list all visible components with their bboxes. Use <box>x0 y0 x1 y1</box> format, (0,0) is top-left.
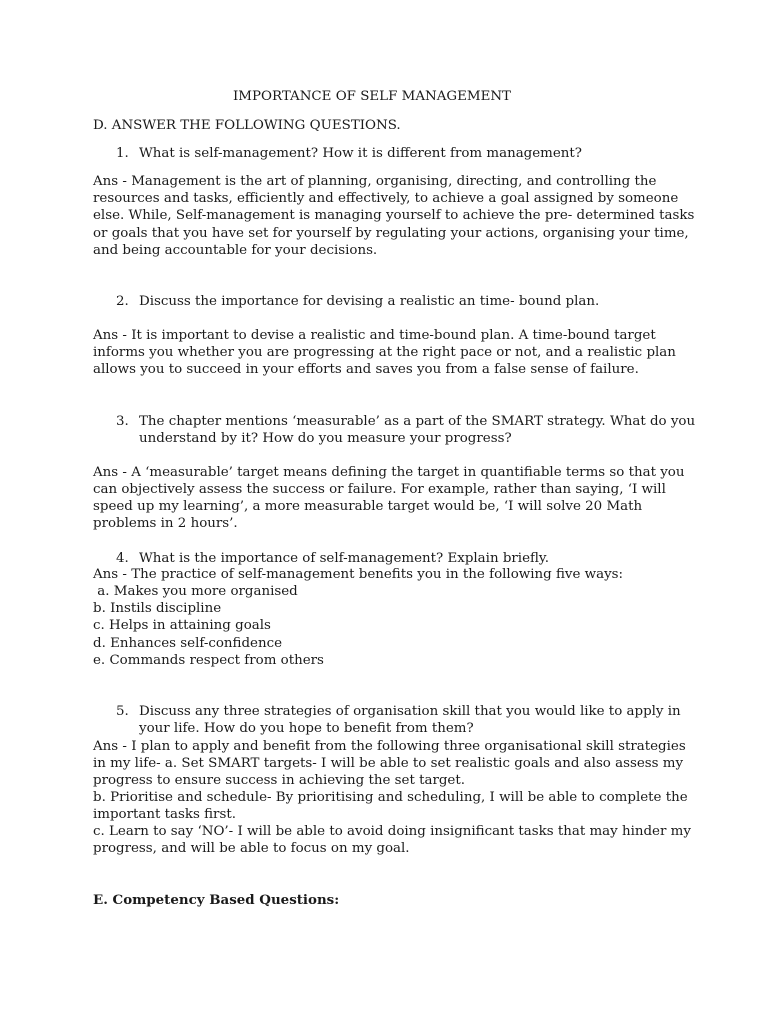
answer-4-item: c. Helps in attaining goals <box>93 618 271 633</box>
answer-1-line: Ans - Management is the art of planning, organising, directing, and controlling the <box>93 174 657 189</box>
answer-4-item: a. Makes you more organised <box>93 584 298 599</box>
answer-5-line: progress, and will be able to focus on my goal. <box>93 841 410 856</box>
answer-5-line: c. Learn to say ‘NO’- I will be able to avoid doing insignificant tasks that may hinder my <box>93 824 691 839</box>
section-e-heading: E. Competency Based Questions: <box>93 892 340 908</box>
section-d-heading: D. ANSWER THE FOLLOWING QUESTIONS. <box>93 118 401 133</box>
question-3-text: understand by it? How do you measure your progress? <box>139 431 512 446</box>
question-1-text: What is self-management? How it is different from management? <box>139 146 582 161</box>
answer-4-line: Ans - The practice of self-management benefits you in the following five ways: <box>93 567 624 582</box>
answer-5-line: progress to ensure success in achieving the set target. <box>93 773 465 788</box>
answer-5-line: important tasks first. <box>93 807 236 822</box>
question-3-text: The chapter mentions ‘measurable’ as a part of the SMART strategy. What do you <box>139 414 696 429</box>
answer-4-item: e. Commands respect from others <box>93 653 324 668</box>
question-3-number: 3. <box>116 414 129 429</box>
answer-5-line: b. Prioritise and schedule- By prioritising and scheduling, I will be able to complete the <box>93 790 688 805</box>
answer-1-line: and being accountable for your decisions. <box>93 243 378 258</box>
answer-5-line: Ans - I plan to apply and benefit from the following three organisational skill strategies <box>93 739 686 754</box>
answer-3-line: Ans - A ‘measurable’ target means defining the target in quantifiable terms so that you <box>93 465 685 480</box>
answer-2-line: informs you whether you are progressing at the right pace or not, and a realistic plan <box>93 345 676 360</box>
answer-5-line: in my life- a. Set SMART targets- I will be able to set realistic goals and also assess my <box>93 756 684 771</box>
answer-3-line: can objectively assess the success or failure. For example, rather than saying, ‘I will <box>93 482 666 497</box>
question-2-number: 2. <box>116 294 129 309</box>
question-4-number: 4. <box>116 551 129 566</box>
question-5-text: Discuss any three strategies of organisation skill that you would like to apply in <box>139 704 681 719</box>
page-title: IMPORTANCE OF SELF MANAGEMENT <box>233 89 511 104</box>
answer-1-line: resources and tasks, efficiently and effectively, to achieve a goal assigned by someone <box>93 191 679 206</box>
question-2-text: Discuss the importance for devising a realistic an time- bound plan. <box>139 294 600 309</box>
answer-1-line: or goals that you have set for yourself by regulating your actions, organising your time, <box>93 226 689 241</box>
answer-2-line: allows you to succeed in your efforts and saves you from a false sense of failure. <box>93 362 639 377</box>
answer-3-line: speed up my learning’, a more measurable target would be, ‘I will solve 20 Math <box>93 499 643 514</box>
answer-1-line: else. While, Self-management is managing yourself to achieve the pre- determined tasks <box>93 208 695 223</box>
answer-4-item: d. Enhances self-confidence <box>93 636 283 651</box>
question-5-text: your life. How do you hope to benefit from them? <box>139 721 474 736</box>
question-5-number: 5. <box>116 704 129 719</box>
question-1-number: 1. <box>116 146 129 161</box>
answer-2-line: Ans - It is important to devise a realistic and time-bound plan. A time-bound target <box>93 328 656 343</box>
answer-4-item: b. Instils discipline <box>93 601 222 616</box>
answer-3-line: problems in 2 hours’. <box>93 516 238 531</box>
question-4-text: What is the importance of self-management? Explain briefly. <box>139 551 549 566</box>
